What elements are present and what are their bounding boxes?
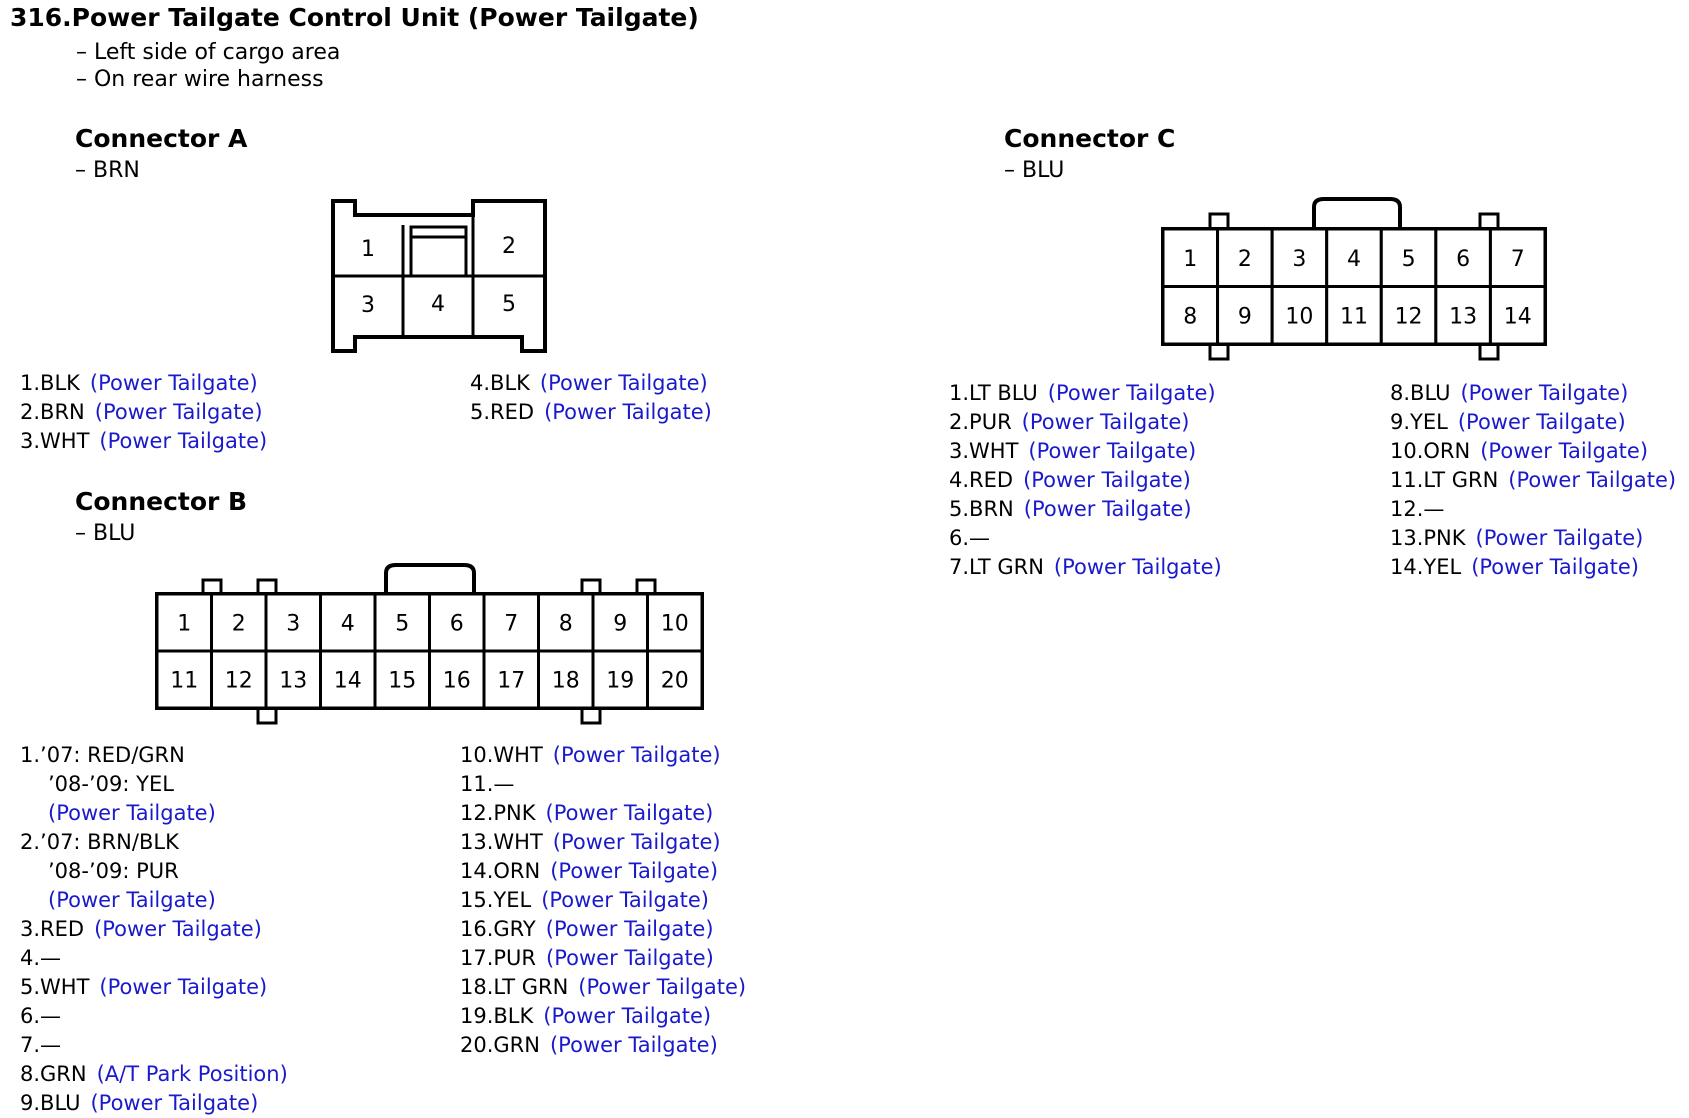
connector-a-face: [333, 201, 545, 351]
connector-a-cavity: 3: [361, 293, 375, 318]
connector-b-title: Connector B: [75, 487, 248, 516]
pin-row: [20, 369, 267, 398]
pin-system-link[interactable]: (Power Tailgate): [546, 946, 714, 970]
pin-system-link[interactable]: (Power Tailgate): [48, 888, 216, 912]
location-line-1: – Left side of cargo area: [76, 40, 341, 65]
pin-system-link[interactable]: (Power Tailgate): [89, 371, 258, 395]
connector-c-title: Connector C: [1004, 124, 1176, 153]
pin-system-link[interactable]: (Power Tailgate): [1475, 526, 1644, 550]
pin-wire-color: 20.GRN: [460, 1033, 540, 1057]
pin-wire-color: 9.YEL: [1390, 410, 1448, 434]
pin-system-link[interactable]: (Power Tailgate): [99, 975, 268, 999]
pin-row: [20, 398, 267, 427]
pin-row: [20, 1089, 288, 1118]
pin-system-link[interactable]: (Power Tailgate): [1023, 468, 1191, 492]
pin-system-link[interactable]: (Power Tailgate): [1480, 439, 1649, 463]
connector-b-cavity: 12: [224, 668, 253, 694]
connector-b-cavity: 20: [660, 668, 689, 694]
connector-c-cavity: 8: [1183, 304, 1198, 330]
pin-system-link[interactable]: (Power Tailgate): [1508, 468, 1677, 492]
pin-row: [949, 408, 1222, 437]
pin-wire-color: 5.WHT: [20, 975, 90, 999]
pin-row: [20, 799, 288, 828]
pin-system-link[interactable]: (Power Tailgate): [1457, 410, 1626, 434]
pin-row: [20, 915, 288, 944]
pin-row: [949, 524, 1222, 553]
connector-c-cavity: 5: [1401, 246, 1416, 272]
connector-c-cavity: 3: [1292, 246, 1307, 272]
connector-b-cavity: 8: [558, 611, 573, 637]
pin-system-link[interactable]: (Power Tailgate): [539, 371, 708, 395]
connector-b-cavity: 11: [170, 668, 199, 694]
connector-c-cavity: 13: [1449, 304, 1478, 330]
connector-b-cavity: 3: [286, 611, 301, 637]
connector-c-cavity: 14: [1503, 304, 1532, 330]
connector-a-cavity: 5: [502, 292, 516, 317]
pin-row: [1390, 466, 1676, 495]
page-title: 316.Power Tailgate Control Unit (Power Tailgate): [10, 3, 699, 32]
connector-b-cavity: 17: [497, 668, 526, 694]
connector-c-cavity: 6: [1456, 246, 1471, 272]
pin-system-link[interactable]: (Power Tailgate): [1053, 555, 1222, 579]
pin-system-link[interactable]: (Power Tailgate): [545, 801, 714, 825]
pin-system-link[interactable]: (Power Tailgate): [541, 888, 709, 912]
connector-b-cavity: 15: [388, 668, 417, 694]
pin-wire-color: 8.BLU: [1390, 381, 1451, 405]
pin-wire-color: 6.—: [949, 526, 991, 550]
pin-row: [460, 944, 746, 973]
pin-wire-color: 1.’07: RED/GRN: [20, 743, 185, 767]
pin-wire-color: 15.YEL: [460, 888, 532, 912]
connector-c-pins-right: [1390, 379, 1676, 582]
connector-c-cavity: 12: [1394, 304, 1423, 330]
connector-b-cavity: 18: [551, 668, 580, 694]
pin-system-link[interactable]: (Power Tailgate): [549, 1033, 718, 1057]
connector-c-cavity: 7: [1510, 246, 1525, 272]
pin-row: [20, 1002, 288, 1031]
connector-c-cavity: 4: [1346, 246, 1361, 272]
pin-wire-color: ’08-’09: PUR: [48, 859, 179, 883]
pin-wire-color: 2.BRN: [20, 400, 85, 424]
pin-row: [949, 466, 1222, 495]
connector-b-cavity: 7: [504, 611, 519, 637]
pin-wire-color: 11.LT GRN: [1390, 468, 1499, 492]
pin-wire-color: 4.—: [20, 946, 62, 970]
pin-wire-color: 9.BLU: [20, 1091, 81, 1115]
pin-row: [1390, 553, 1676, 582]
pin-system-link[interactable]: (Power Tailgate): [550, 859, 719, 883]
pin-wire-color: 4.BLK: [470, 371, 530, 395]
pin-wire-color: 14.YEL: [1390, 555, 1462, 579]
pin-system-link[interactable]: (Power Tailgate): [552, 830, 721, 854]
pin-row: [460, 799, 746, 828]
connector-a-color: – BRN: [75, 158, 140, 183]
connector-b-pins-right: [460, 741, 746, 1060]
connector-b-cavity: 16: [442, 668, 471, 694]
pin-system-link[interactable]: (Power Tailgate): [1047, 381, 1216, 405]
pin-wire-color: 3.RED: [20, 917, 85, 941]
pin-row: [460, 973, 746, 1002]
connector-b-cavity: 5: [395, 611, 410, 637]
connector-c-cavity: 11: [1339, 304, 1368, 330]
connector-b-pins-left: [20, 741, 288, 1118]
pin-wire-color: 3.WHT: [949, 439, 1019, 463]
connector-c-cavity: 1: [1183, 246, 1198, 272]
connector-b-face: [157, 565, 702, 723]
pin-system-link[interactable]: (A/T Park Position): [96, 1062, 288, 1086]
pin-wire-color: 11.—: [460, 772, 515, 796]
pin-wire-color: 2.PUR: [949, 410, 1012, 434]
pin-row: [1390, 379, 1676, 408]
pin-row: [20, 1060, 288, 1089]
pin-wire-color: 7.—: [20, 1033, 62, 1057]
pin-row: [460, 857, 746, 886]
pin-wire-color: 5.RED: [470, 400, 535, 424]
pin-system-link[interactable]: (Power Tailgate): [1021, 410, 1190, 434]
connector-b-cavity: 6: [449, 611, 464, 637]
connector-c-cavity: 9: [1237, 304, 1252, 330]
pin-row: [460, 828, 746, 857]
pin-wire-color: 1.LT BLU: [949, 381, 1038, 405]
pin-wire-color: 12.—: [1390, 497, 1445, 521]
pin-wire-color: 2.’07: BRN/BLK: [20, 830, 179, 854]
connector-a-title: Connector A: [75, 124, 248, 153]
pin-wire-color: 8.GRN: [20, 1062, 87, 1086]
pin-row: [460, 770, 746, 799]
pin-row: [20, 828, 288, 857]
connector-a-cavity: 4: [431, 292, 445, 317]
pin-row: [949, 553, 1222, 582]
pin-wire-color: 19.BLK: [460, 1004, 534, 1028]
pin-row: [460, 915, 746, 944]
pin-system-link[interactable]: (Power Tailgate): [1023, 497, 1192, 521]
pin-row: [460, 1002, 746, 1031]
pin-system-link[interactable]: (Power Tailgate): [544, 400, 712, 424]
connector-b-cavity: 9: [613, 611, 628, 637]
pin-row: [460, 886, 746, 915]
pin-wire-color: 16.GRY: [460, 917, 536, 941]
pin-system-link[interactable]: (Power Tailgate): [578, 975, 747, 999]
pin-row: [1390, 408, 1676, 437]
connector-b-cavity: 10: [660, 611, 689, 637]
pin-row: [20, 1031, 288, 1060]
connector-c-cavity: 10: [1285, 304, 1314, 330]
pin-wire-color: 18.LT GRN: [460, 975, 569, 999]
pin-row: [1390, 495, 1676, 524]
pin-wire-color: 12.PNK: [460, 801, 536, 825]
pin-system-link[interactable]: (Power Tailgate): [552, 743, 721, 767]
pin-row: [20, 741, 288, 770]
connector-b-cavity: 14: [333, 668, 362, 694]
pin-wire-color: 17.PUR: [460, 946, 537, 970]
connector-c-cavity: 2: [1237, 246, 1252, 272]
connector-b-cavity: 1: [177, 611, 192, 637]
connector-b-cavity: 4: [340, 611, 355, 637]
pin-row: [460, 1031, 746, 1060]
pin-system-link[interactable]: (Power Tailgate): [543, 1004, 712, 1028]
pin-wire-color: 5.BRN: [949, 497, 1014, 521]
pin-row: [20, 857, 288, 886]
pin-wire-color: 13.PNK: [1390, 526, 1466, 550]
pin-wire-color: 14.ORN: [460, 859, 541, 883]
pin-system-link[interactable]: (Power Tailgate): [48, 801, 216, 825]
pin-wire-color: 10.WHT: [460, 743, 543, 767]
pin-row: [949, 495, 1222, 524]
pin-row: [20, 427, 267, 456]
pin-system-link[interactable]: (Power Tailgate): [1028, 439, 1197, 463]
connector-a-cavity: 2: [502, 234, 516, 259]
pin-wire-color: 10.ORN: [1390, 439, 1471, 463]
location-line-2: – On rear wire harness: [76, 67, 324, 92]
connector-b-cavity: 19: [606, 668, 635, 694]
connector-a-pins-right: [470, 369, 712, 427]
pin-system-link[interactable]: (Power Tailgate): [1460, 381, 1629, 405]
connector-a-cavity: 1: [361, 237, 375, 262]
connector-c-pins-left: [949, 379, 1222, 582]
pin-system-link[interactable]: (Power Tailgate): [94, 400, 263, 424]
pin-wire-color: ’08-’09: YEL: [48, 772, 174, 796]
pin-system-link[interactable]: (Power Tailgate): [90, 1091, 259, 1115]
pin-row: [1390, 437, 1676, 466]
pin-row: [470, 369, 712, 398]
pin-wire-color: 4.RED: [949, 468, 1014, 492]
pin-wire-color: 13.WHT: [460, 830, 543, 854]
pin-system-link[interactable]: (Power Tailgate): [545, 917, 714, 941]
pin-row: [20, 770, 288, 799]
pin-system-link[interactable]: (Power Tailgate): [99, 429, 268, 453]
connector-a-pins-left: [20, 369, 267, 456]
pin-row: [20, 973, 288, 1002]
connector-b-cavity: 13: [279, 668, 308, 694]
pin-row: [20, 886, 288, 915]
pin-row: [1390, 524, 1676, 553]
pin-wire-color: 1.BLK: [20, 371, 80, 395]
connector-c-face: [1163, 199, 1545, 359]
pin-row: [949, 437, 1222, 466]
pin-wire-color: 3.WHT: [20, 429, 90, 453]
pin-wire-color: 7.LT GRN: [949, 555, 1044, 579]
pin-system-link[interactable]: (Power Tailgate): [94, 917, 262, 941]
connector-c-color: – BLU: [1004, 158, 1065, 183]
pin-row: [949, 379, 1222, 408]
pin-row: [470, 398, 712, 427]
connector-b-cavity: 2: [231, 611, 246, 637]
pin-row: [20, 944, 288, 973]
connector-b-color: – BLU: [75, 521, 136, 546]
pin-row: [460, 741, 746, 770]
pin-wire-color: 6.—: [20, 1004, 62, 1028]
pin-system-link[interactable]: (Power Tailgate): [1471, 555, 1639, 579]
